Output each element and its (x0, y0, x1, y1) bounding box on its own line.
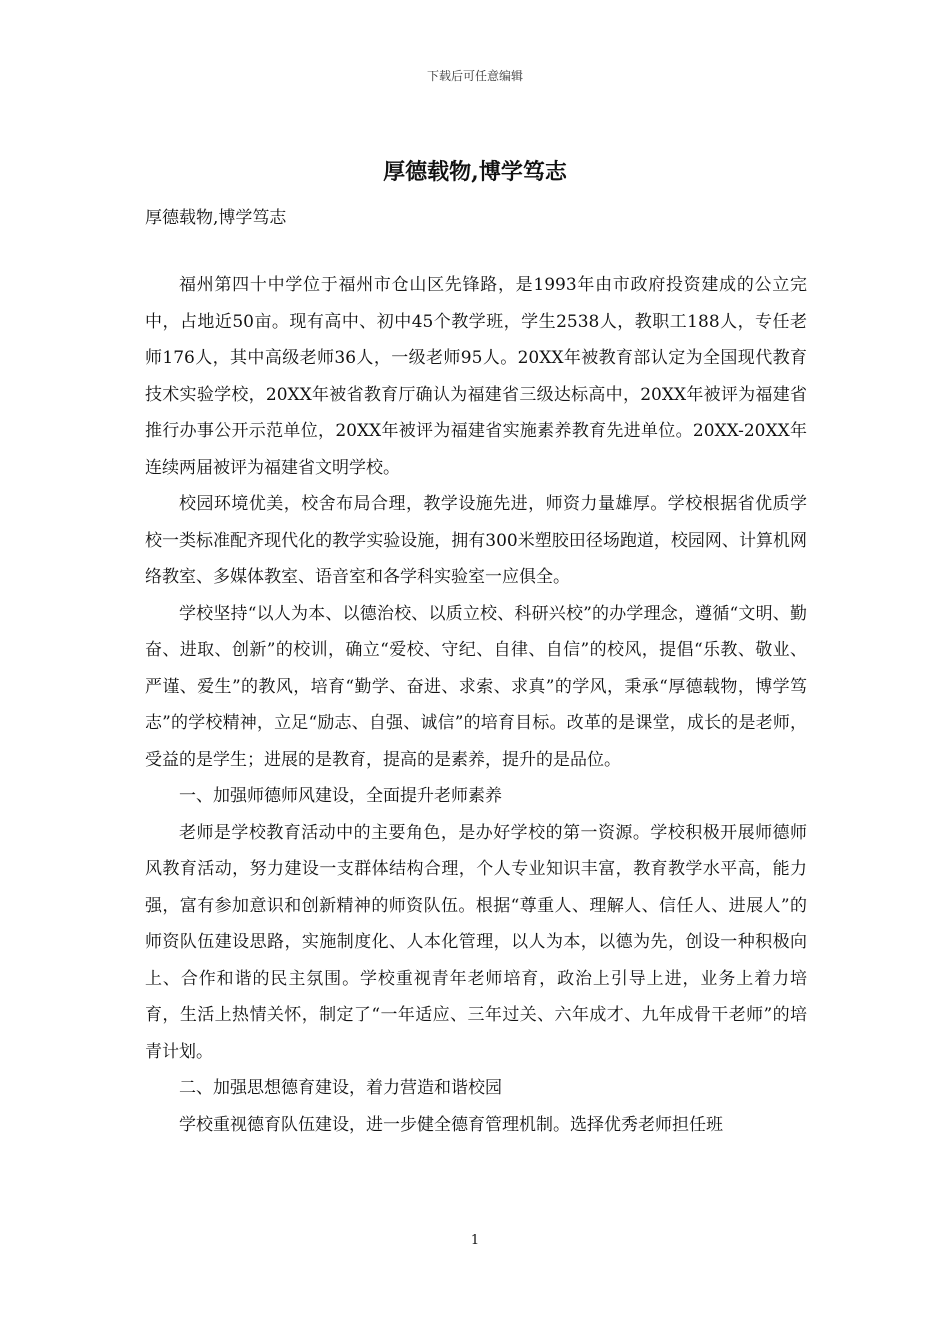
paragraph-teacher-development: 老师是学校教育活动中的主要角色，是办好学校的第一资源。学校积极开展师德师风教育活动，努力建设一支群体结构合理，个人专业知识丰富，教育教学水平高，能力强，富有参加意识和创新精神的师资队伍。根据“尊重人、理解人、信任人、进展人”的师资队伍建设思路，实施制度化、人本化管理，以人为本，以德为先，创设一种积极向上、合作和谐的民主氛围。学校重视青年老师培育，政治上引导上进，业务上着力培育，生活上热情关怀，制定了“一年适应、三年过关、六年成才、九年成骨干老师”的培青计划。 (145, 822, 807, 1062)
section-heading-moral-education: 二、加强思想德育建设，着力营造和谐校园 (179, 1078, 502, 1098)
document-subtitle: 厚德载物,博学笃志 (145, 208, 287, 228)
header-note: 下载后可任意编辑 (426, 69, 523, 83)
paragraph-school-philosophy: 学校坚持“以人为本、以德治校、以质立校、科研兴校”的办学理念，遵循“文明、勤奋、进取、创新”的校训，确立“爱校、守纪、自律、自信”的校风，提倡“乐教、敬业、严谨、爱生”的教风，培育“勤学、奋进、求索、求真”的学风，秉承“厚德载物，博学笃志”的学校精神，立足“励志、自强、诚信”的培育目标。改革的是课堂，成长的是老师，受益的是学生；进展的是教育，提高的是素养，提升的是品位。 (145, 603, 807, 770)
paragraph-moral-education: 学校重视德育队伍建设，进一步健全德育管理机制。选择优秀老师担任班 (179, 1114, 723, 1135)
page-number: 1 (470, 1233, 480, 1248)
section-heading-teacher-ethics: 一、加强师德师风建设，全面提升老师素养 (179, 786, 502, 806)
document-body (145, 267, 807, 1143)
paragraph-campus-environment: 校园环境优美，校舍布局合理，教学设施先进，师资力量雄厚。学校根据省优质学校一类标准配齐现代化的教学实验设施，拥有300米塑胶田径场跑道，校园网、计算机网络教室、多媒体教室、语音室和各学科实验室一应俱全。 (145, 494, 807, 587)
paragraph-school-intro: 福州第四十中学位于福州市仓山区先锋路，是1993年由市政府投资建成的公立完中，占地近50亩。现有高中、初中45个教学班，学生2538人，教职工188人，专任老师176人，其中高级老师36人，一级老师95人。20XX年被教育部认定为全国现代教育技术实验学校，20XX年被省教育厅确认为福建省三级达标高中，20XX年被评为福建省推行办事公开示范单位，20XX年被评为福建省实施素养教育先进单位。20XX-20XX年连续两届被评为福建省文明学校。 (145, 275, 807, 478)
document-title: 厚德载物,博学笃志 (383, 159, 567, 185)
